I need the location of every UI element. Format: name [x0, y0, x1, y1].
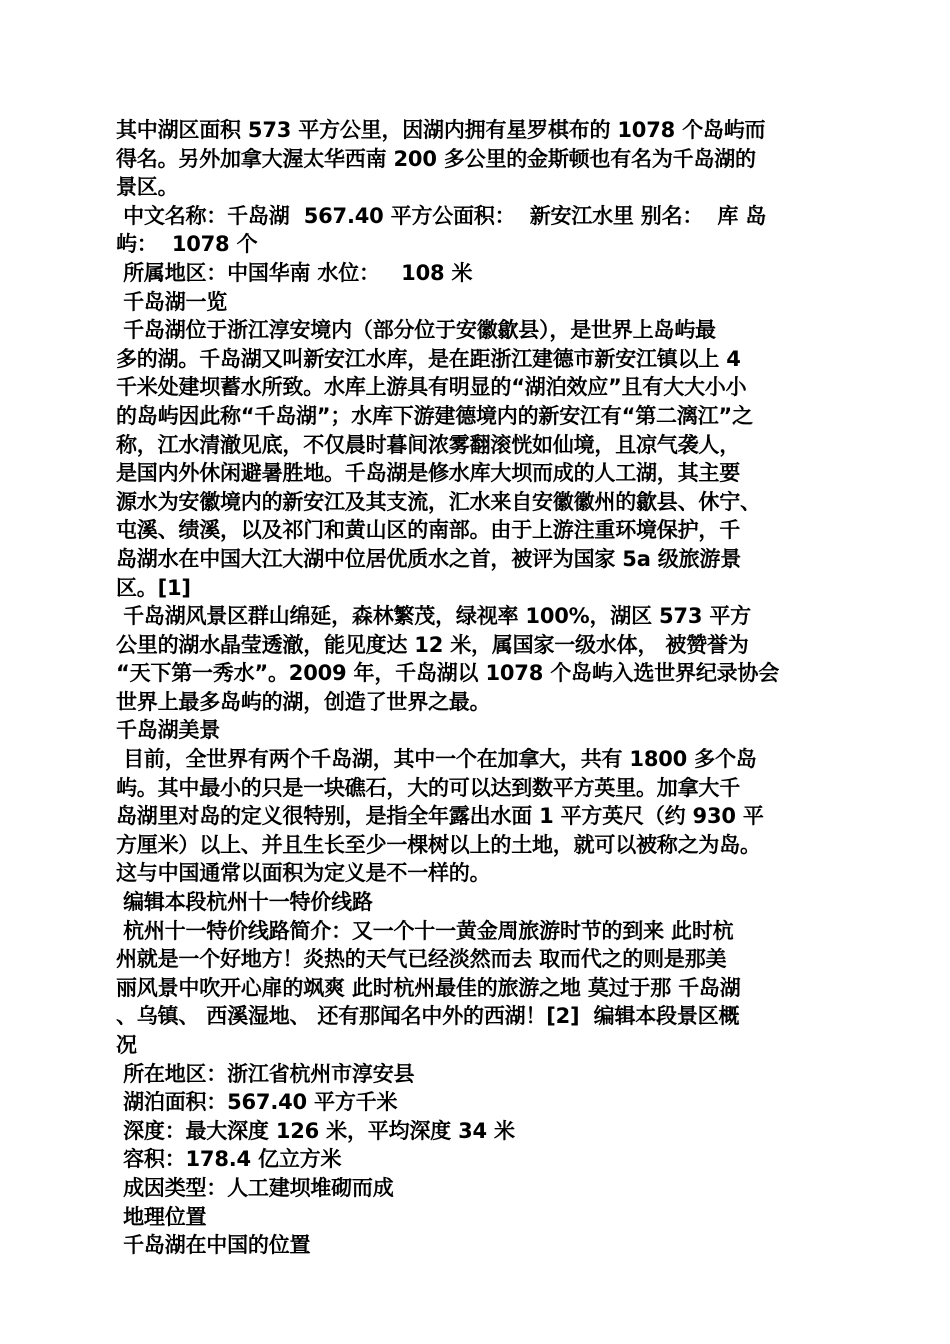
text-line: 、乌镇、 西溪湿地、 还有那闻名中外的西湖！[2] 编辑本段景区概: [116, 1004, 740, 1029]
text-line: 千岛湖位于浙江淳安境内（部分位于安徽歙县），是世界上岛屿最: [116, 318, 716, 343]
text-line: 多的湖。千岛湖又叫新安江水库，是在距浙江建德市新安江镇以上 4: [116, 346, 741, 371]
text-line: 得名。另外加拿大渥太华西南 200 多公里的金斯顿也有名为千岛湖的: [116, 146, 756, 171]
text-line: 其中湖区面积 573 平方公里，因湖内拥有星罗棋布的 1078 个岛屿而: [116, 118, 766, 142]
section-heading: 千岛湖在中国的位置: [116, 1233, 311, 1258]
text-line: 世界上最多岛屿的湖，创造了世界之最。: [116, 689, 491, 714]
text-line: 的岛屿因此称“千岛湖”；水库下游建德境内的新安江有“第二漓江”之: [116, 403, 753, 428]
text-line: 千岛湖风景区群山绵延，森林繁茂，绿视率 100%，湖区 573 平方: [116, 604, 751, 629]
section-heading: 千岛湖一览: [116, 289, 228, 314]
text-line: 州就是一个好地方！炎热的天气已经淡然而去 取而代之的则是那美: [116, 947, 727, 972]
text-line: 所属地区：中国华南 水位： 108 米: [116, 260, 473, 285]
text-line: 千米处建坝蓄水所致。水库上游具有明显的“湖泊效应”且有大大小小: [116, 375, 747, 400]
info-line-location: 所在地区：浙江省杭州市淳安县: [116, 1061, 415, 1086]
text-line: “天下第一秀水”。2009 年，千岛湖以 1078 个岛屿入选世界纪录协会: [116, 661, 780, 686]
document-body: [116, 116, 848, 1260]
text-line: 是国内外休闲避暑胜地。千岛湖是修水库大坝而成的人工湖，其主要: [116, 461, 740, 486]
text-line: 方厘米）以上、并且生长至少一棵树以上的土地，就可以被称之为岛。: [116, 832, 761, 857]
text-line: 这与中国通常以面积为定义是不一样的。: [116, 861, 491, 886]
text-line: 中文名称：千岛湖 567.40 平方公面积： 新安江水里 别名： 库 岛: [116, 203, 767, 228]
text-line: 岛湖里对岛的定义很特别，是指全年露出水面 1 平方英尺（约 930 平: [116, 804, 764, 829]
section-heading: 地理位置: [116, 1204, 207, 1229]
info-line-depth: 深度：最大深度 126 米，平均深度 34 米: [116, 1118, 515, 1143]
text-line: 区。[1]: [116, 575, 191, 600]
text-line: 目前，全世界有两个千岛湖，其中一个在加拿大，共有 1800 多个岛: [116, 747, 757, 772]
text-line: 源水为安徽境内的新安江及其支流，汇水来自安徽徽州的歙县、休宁、: [116, 489, 761, 514]
text-line: 岛湖水在中国大江大湖中位居优质水之首，被评为国家 5a 级旅游景: [116, 546, 742, 571]
text-line: 杭州十一特价线路简介：又一个十一黄金周旅游时节的到来 此时杭: [116, 918, 734, 943]
text-line: 公里的湖水晶莹透澈，能见度达 12 米，属国家一级水体， 被赞誉为: [116, 632, 749, 657]
info-line-area: 湖泊面积：567.40 平方千米: [116, 1090, 398, 1115]
text-line: 丽风景中吹开心扉的飒爽 此时杭州最佳的旅游之地 莫过于那 千岛湖: [116, 975, 741, 1000]
info-line-volume: 容积：178.4 亿立方米: [116, 1147, 342, 1172]
text-line: 屿： 1078 个: [116, 232, 258, 257]
text-line: 称，江水清澈见底，不仅晨时暮间浓雾翻滚恍如仙境，且凉气袭人，: [116, 432, 740, 457]
text-line: 屯溪、绩溪，以及祁门和黄山区的南部。由于上游注重环境保护，千: [116, 518, 740, 543]
text-line: 屿。其中最小的只是一块礁石，大的可以达到数平方英里。加拿大千: [116, 775, 740, 800]
text-line: 景区。: [116, 175, 179, 200]
section-heading: 千岛湖美景: [116, 718, 220, 743]
info-line-origin: 成因类型：人工建坝堆砌而成: [116, 1175, 394, 1200]
section-heading: 编辑本段杭州十一特价线路: [116, 890, 373, 915]
text-line: 况: [116, 1033, 137, 1057]
